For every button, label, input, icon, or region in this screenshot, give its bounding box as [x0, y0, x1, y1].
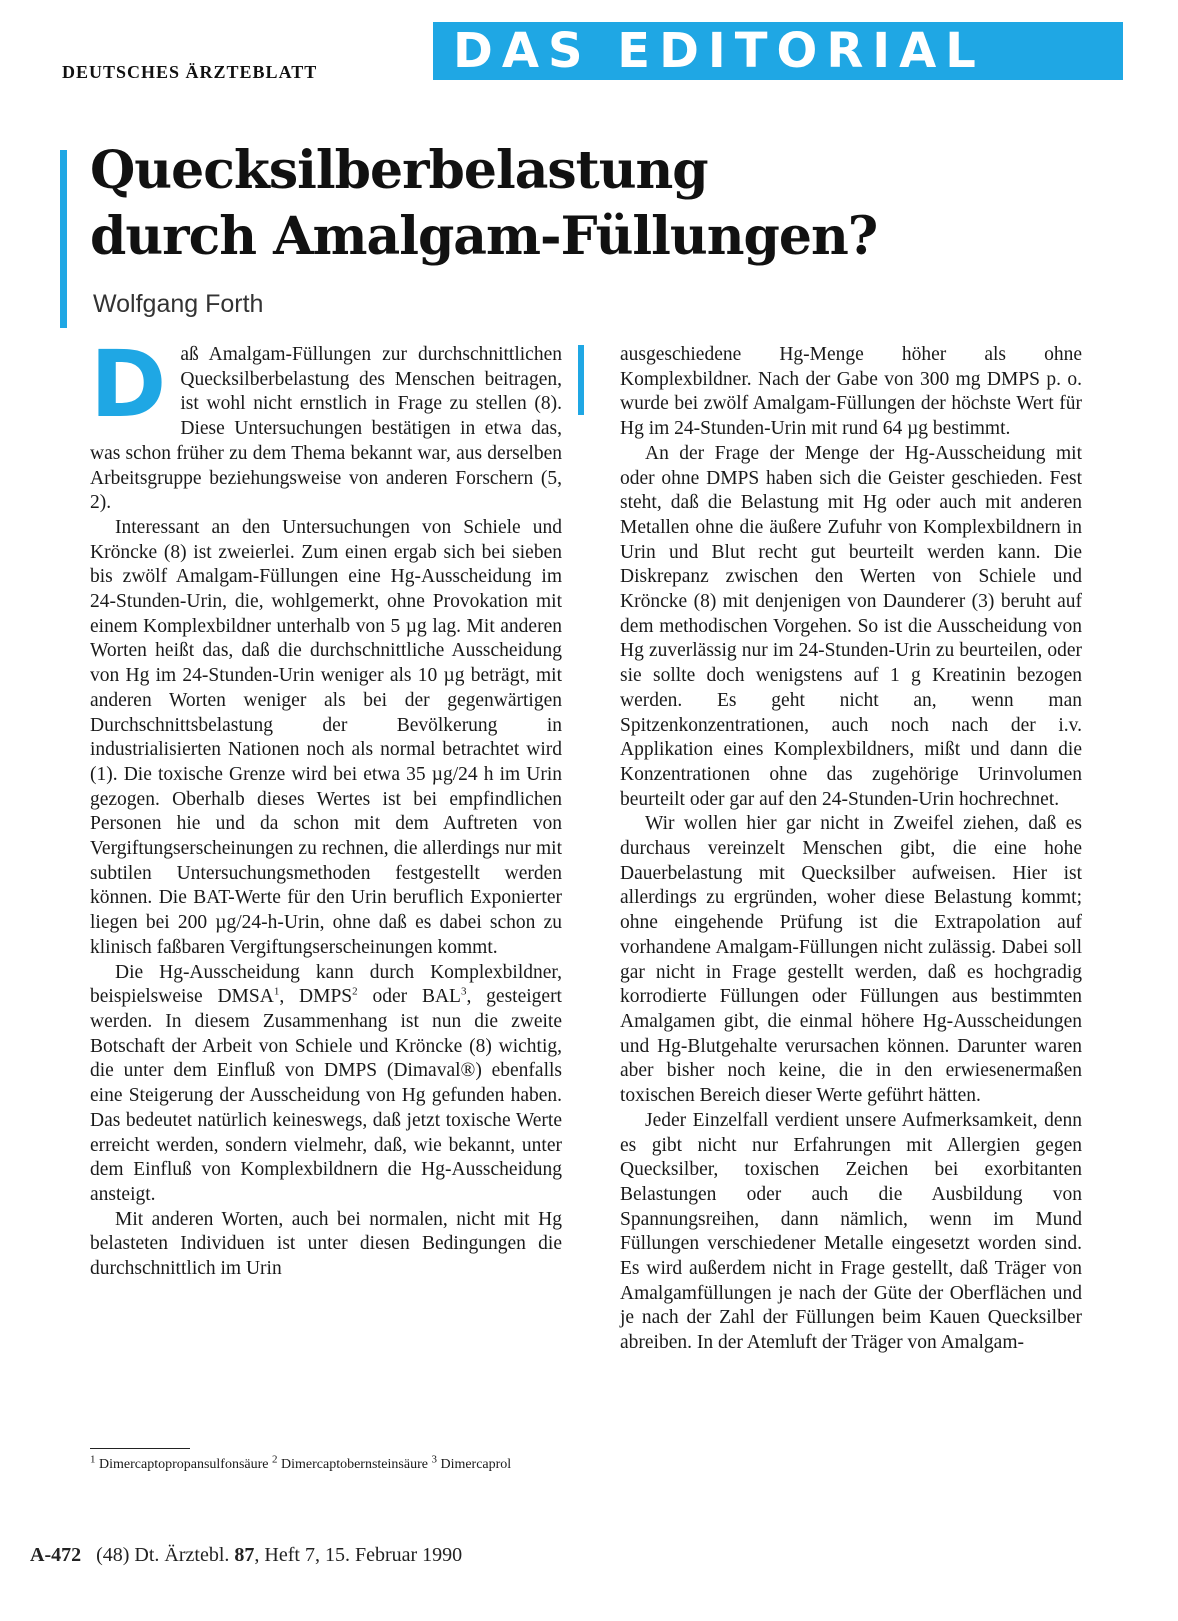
footnote-divider [90, 1448, 190, 1449]
author-byline: Wolfgang Forth [93, 290, 264, 318]
paragraph-text: , DMPS [279, 986, 353, 1008]
footnotes [90, 1453, 562, 1474]
paragraph-text: oder BAL [357, 986, 461, 1008]
paragraph-text: , gesteigert werden. In diesem Zusammenhang ist nun die zweite Botschaft der Arbeit von Schiele und Kröncke (8) wichtig, die unter dem Einfluß von DMPS (Dimaval®) ebenfalls eine Steigerung der Ausscheidung von Hg gefunden haben. Das bedeutet natürlich keineswegs, daß jetzt toxische Werte erreicht werden, sondern vielmehr, daß, wie bekannt, unter dem Einfluß von Komplexbildnern die Hg-Ausscheidung ansteigt. [90, 986, 562, 1205]
page-footer [30, 1544, 462, 1567]
volume-number: 87 [234, 1544, 255, 1566]
paragraph: Mit anderen Worten, auch bei normalen, nicht mit Hg belasteten Individuen ist unter diesen Bedingungen die durchschnittlich im Urin [90, 1208, 562, 1280]
issue-date: , Heft 7, 15. Februar 1990 [254, 1544, 463, 1566]
paragraph: Interessant an den Untersuchungen von Schiele und Kröncke (8) ist zweierlei. Zum einen ergab sich bei sieben bis zwölf Amalgam-Füllungen eine Hg-Ausscheidung im 24-Stunden-Urin, die, wohlgemerkt, ohne Provokation mit einem Komplexbildner unterhalb von 5 µg lag. Mit anderen Worten heißt das, daß die durchschnittliche Ausscheidung von Hg im 24-Stunden-Urin weniger als 10 µg beträgt, mit anderen Worten weniger als bei der gegenwärtigen Durchschnittsbelastung der Bevölkerung in industrialisierten Nationen noch als normal betrachtet wird (1). Die toxische Grenze wird bei etwa 35 µg/24 h im Urin gezogen. Oberhalb dieses Wertes ist bei empfindlichen Personen hie und da schon mit dem Auftreten von Vergiftungserscheinungen zu rechnen, die allerdings nur mit subtilen Untersuchungsmethoden festgestellt werden können. Die BAT-Werte für den Urin beruflich Exponierter liegen bei 200 µg/24-h-Urin, ohne daß es dabei schon zu klinisch faßbaren Vergiftungserscheinungen kommt. [90, 516, 562, 958]
paragraph: Jeder Einzelfall verdient unsere Aufmerksamkeit, denn es gibt nicht nur Erfahrungen mit Allergien gegen Quecksilber, toxischen Zeichen bei exorbitanten Belastungen oder auch die Ausbildung von Spannungsreihen, dann nämlich, wenn im Mund Füllungen verschiedener Metalle eingesetzt worden sind. Es wird außerdem nicht in Frage gestellt, daß Träger von Amalgamfüllungen je nach der Güte der Oberflächen und je nach der Zahl der Füllungen beim Kauen Quecksilber abreiben. In der Atemluft der Träger von Amalgam- [620, 1109, 1082, 1354]
paragraph-text: Die Hg-Ausscheidung kann durch Komplexbildner, beispielsweise DMSA [90, 961, 562, 1008]
title-line-1: Quecksilberbelastung [90, 140, 708, 201]
masthead: DEUTSCHES ÄRZTEBLATT [62, 62, 318, 82]
page-number: A-472 [30, 1544, 82, 1566]
drop-cap: D [90, 331, 167, 438]
article-title [90, 138, 877, 270]
journal-ref: (48) Dt. Ärztebl. [96, 1544, 230, 1566]
paragraph: Wir wollen hier gar nicht in Zweifel ziehen, daß es durchaus vereinzelt Menschen gibt, die eine hohe Dauerbelastung mit Quecksilber aufweisen. Hier ist allerdings zu ergründen, woher diese Belastung kommt; ohne eingehende Prüfung ist die Extrapolation auf vorhandene Amalgam-Füllungen nicht zulässig. Dabei soll gar nicht in Frage gestellt werden, daß es hochgradig korrodierte Füllungen oder Füllungen aus bestimmten Amalgamen gibt, die einmal höhere Hg-Ausscheidungen und Hg-Blutgehalte verursachen können. Darunter waren aber bisher noch keine, die in den erwiesenermaßen toxischen Bereich dieser Werte geführt hätten. [620, 813, 1082, 1107]
title-line-2: durch Amalgam-Füllungen? [90, 206, 878, 267]
paragraph [90, 331, 562, 516]
footnote-number: 1 [90, 1453, 96, 1466]
footnote-ref: 1 [273, 985, 280, 998]
text-column-right [620, 343, 1082, 1493]
column-accent-bar [578, 345, 584, 415]
footnote-text: Dimercaptobernsteinsäure [277, 1457, 432, 1472]
title-accent-bar [60, 150, 67, 328]
footnote-number: 3 [431, 1453, 437, 1466]
section-banner: DAS EDITORIAL [433, 22, 1123, 80]
paragraph: ausgeschiedene Hg-Menge höher als ohne Komplexbildner. Nach der Gabe von 300 mg DMPS p. o. wurde bei zwölf Amalgam-Füllungen der höchste Wert für Hg im 24-Stunden-Urin mit rund 64 µg bestimmt. [620, 344, 1082, 440]
footnote-ref: 3 [460, 985, 467, 998]
text-column-left [90, 331, 562, 1423]
paragraph: An der Frage der Menge der Hg-Ausscheidung mit oder ohne DMPS haben sich die Geister geschieden. Fest steht, daß die Belastung mit Hg oder auch mit anderen Metallen ohne die äußere Zufuhr von Komplexbildnern in Urin und Blut recht gut beurteilt werden kann. Die Diskrepanz zwischen den Werten von Schiele und Kröncke (8) mit denjenigen von Daunderer (3) beruht auf dem methodischen Vorgehen. So ist die Ausscheidung von Hg zuverlässig nur im 24-Stunden-Urin zu beurteilen, oder sie sollte doch wenigstens auf 1 g Kreatinin bezogen werden. Es geht nicht an, wenn man Spitzenkonzentrationen, auch noch nach der i.v. Applikation eines Komplexbildners, mißt und dann die Konzentrationen ohne das zugehörige Urinvolumen beurteilt oder gar auf den 24-Stunden-Urin hochrechnet. [620, 442, 1082, 810]
footnote-number: 2 [272, 1453, 278, 1466]
paragraph [90, 961, 562, 1208]
footnote-ref: 2 [352, 985, 358, 998]
footnote-text: Dimercaprol [436, 1457, 512, 1472]
paragraph-text: aß Amalgam-Füllungen zur durchschnittlichen Quecksilberbelastung des Menschen beitragen, ist wohl nicht ernstlich in Frage zu stellen (8). Diese Untersuchungen bestätigen in etwa das, was schon früher zu dem Thema bekannt war, aus derselben Arbeitsgruppe beziehungsweise von anderen Forschern (5, 2). [90, 344, 562, 514]
footnote-text: Dimercaptopropansulfonsäure [95, 1457, 272, 1472]
